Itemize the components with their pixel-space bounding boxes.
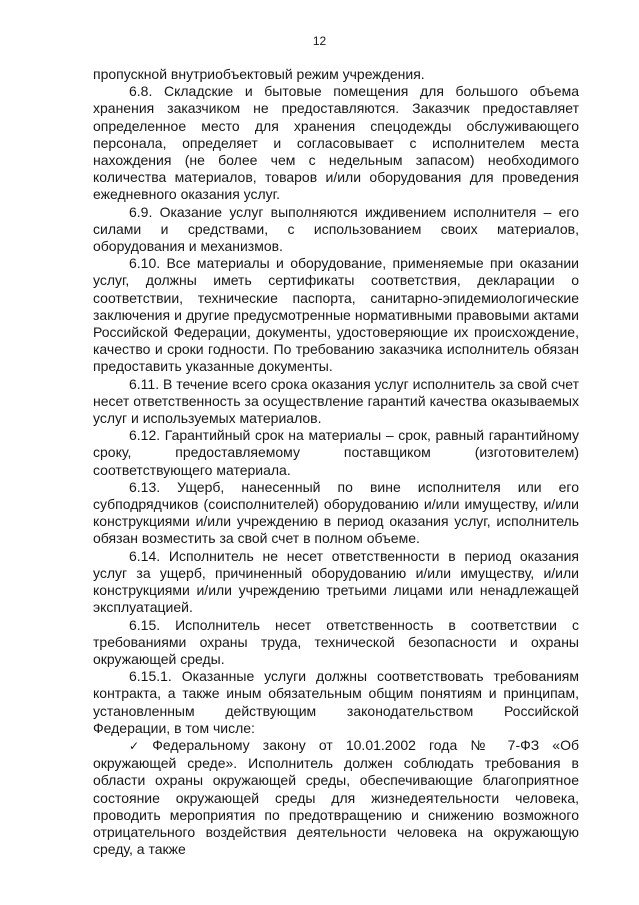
- bullet-item: [93, 737, 579, 858]
- paragraph-6-10: 6.10. Все материалы и оборудование, применяемые при оказании услуг, должны иметь сертификаты соответствия, декларации о соответствии, технические паспорта, санитарно-эпидемиологические заключения и другие предусмотренные нормативными правовыми актами Российской Федерации, документы, удостоверяющие их происхождение, качество и сроки годности. По требованию заказчика исполнитель обязан предоставить указанные документы.: [93, 255, 579, 375]
- paragraph-6-14: 6.14. Исполнитель не несет ответственности в период оказания услуг за ущерб, причиненный оборудованию и/или имуществу, и/или конструкциями и/или учреждению третьими лицами или ненадлежащей эксплуатацией.: [93, 547, 579, 616]
- paragraph-6-15: 6.15. Исполнитель несет ответственность в соответствии с требованиями охраны труда, технической безопасности и охраны окружающей среды.: [93, 616, 579, 667]
- paragraph-6-9: 6.9. Оказание услуг выполняются иждивением исполнителя – его силами и средствами, с использованием своих материалов, оборудования и механизмов.: [93, 203, 579, 255]
- paragraph-6-15-1: 6.15.1. Оказанные услуги должны соответствовать требованиям контракта, а также иным обязательным общим понятиям и принципам, установленным действующим законодательством Российской Федерации, в том числе:: [93, 668, 579, 736]
- paragraph-6-13: 6.13. Ущерб, нанесенный по вине исполнителя или его субподрядчиков (соисполнителей) оборудованию и/или имуществу, и/или конструкциями и/или учреждению в период оказания услуг, исполнитель обязан возместить за свой счет в полном объеме.: [93, 478, 579, 547]
- paragraph-6-12: 6.12. Гарантийный срок на материалы – срок, равный гарантийному сроку, предоставляемому поставщиком (изготовителем) соответствующего материала.: [93, 427, 579, 478]
- paragraph-continuation: пропускной внутриобъектовый режим учреждения.: [93, 66, 425, 82]
- checkmark-icon: ✓: [129, 738, 149, 753]
- paragraph-6-8: 6.8. Складские и бытовые помещения для большого объема хранения заказчиком не предоставляются. Заказчик предоставляет определенное место для хранения спецодежды обслуживающего персонала, определяет и согласовывает с исполнителем места нахождения (не более чем с недельным запасом) необходимого количества материалов, товаров и/или оборудования для проведения ежедневного оказания услуг.: [93, 83, 579, 203]
- page-number: 12: [312, 34, 327, 48]
- bullet-text: Федеральному закону от 10.01.2002 года № 7-ФЗ «Об окружающей среде». Исполнитель должен соблюдать требования в области охраны окружающей среды, обеспечивающие благоприятное состояние окружающей среды для жизнедеятельности человека, проводить мероприятия по предотвращению и снижению возможного отрицательного воздействия деятельности человека на окружающую среду, а также: [93, 736, 579, 858]
- paragraph-6-11: 6.11. В течение всего срока оказания услуг исполнитель за свой счет несет ответственность за осуществление гарантий качества оказываемых услуг и используемых материалов.: [93, 375, 579, 427]
- document-body: [93, 66, 579, 858]
